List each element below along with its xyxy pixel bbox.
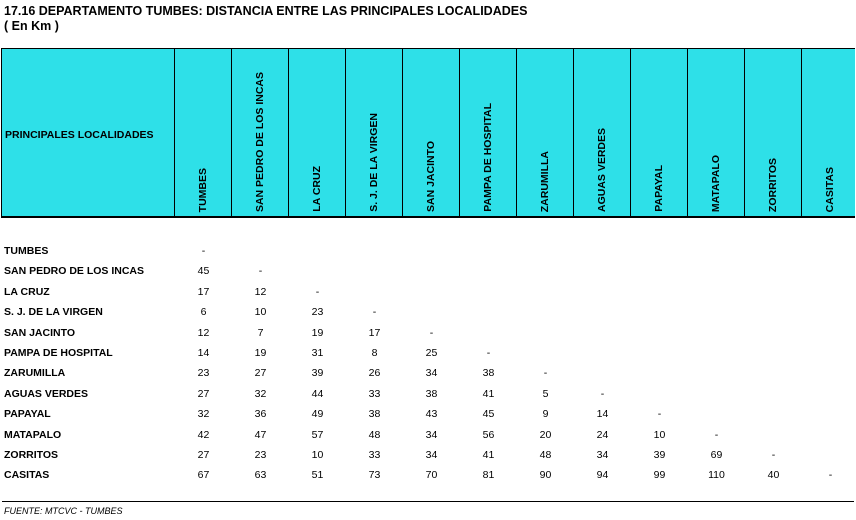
distance-cell: 99	[653, 469, 666, 482]
distance-cell: 12	[197, 326, 210, 339]
distance-cell: 56	[482, 428, 495, 441]
table-row	[0, 261, 856, 281]
row-label: MATAPALO	[4, 428, 62, 441]
distance-cell: 24	[596, 428, 609, 441]
row-label: SAN PEDRO DE LOS INCAS	[4, 265, 145, 278]
table-row	[0, 465, 856, 485]
header-column	[459, 49, 516, 216]
header-column	[801, 49, 856, 216]
distance-cell: 36	[254, 408, 267, 421]
distance-cell: -	[600, 387, 605, 400]
distance-cell: 23	[254, 449, 267, 461]
distance-cell: 27	[197, 449, 210, 461]
distance-cell: 38	[368, 408, 381, 421]
table-header	[1, 48, 855, 218]
distance-cell: 94	[596, 469, 609, 482]
row-label: PAMPA DE HOSPITAL	[4, 347, 113, 359]
distance-cell: 23	[311, 306, 324, 319]
distance-cell: 67	[197, 469, 210, 482]
distance-cell: 27	[254, 367, 267, 380]
distance-cell: 8	[371, 347, 378, 359]
distance-cell: 70	[425, 469, 438, 482]
row-label: TUMBES	[4, 245, 49, 257]
distance-cell: 48	[368, 428, 381, 441]
header-column-label: PAMPA DE HOSPITAL	[482, 103, 494, 212]
header-column-label: SAN JACINTO	[425, 141, 437, 212]
distance-cell: 110	[708, 469, 725, 482]
header-column-label: AGUAS VERDES	[596, 127, 608, 212]
distance-cell: 41	[482, 387, 495, 400]
table-row	[0, 343, 856, 363]
header-column	[345, 49, 402, 216]
distance-cell: 19	[254, 347, 267, 359]
distance-cell: 73	[368, 469, 381, 482]
header-column-label: ZORRITOS	[767, 157, 779, 212]
distance-cell: -	[714, 428, 719, 441]
page-subtitle: ( En Km )	[4, 19, 59, 33]
row-label: PAPAYAL	[4, 408, 51, 421]
distance-cell: -	[201, 245, 206, 257]
distance-cell: 39	[653, 449, 666, 461]
header-column-label: ZARUMILLA	[539, 150, 551, 212]
distance-cell: 34	[425, 367, 438, 380]
row-label: LA CRUZ	[4, 285, 50, 298]
distance-cell: 19	[311, 326, 324, 339]
distance-cell: -	[486, 347, 491, 359]
header-column-label: LA CRUZ	[311, 166, 323, 212]
header-column	[630, 49, 687, 216]
distance-cell: -	[258, 265, 263, 278]
distance-cell: 34	[596, 449, 609, 461]
row-label: AGUAS VERDES	[4, 387, 89, 400]
distance-cell: 40	[767, 469, 780, 482]
distance-cell: 38	[482, 367, 495, 380]
header-column-label: TUMBES	[197, 167, 209, 212]
distance-cell: 5	[542, 387, 549, 400]
header-column	[687, 49, 744, 216]
distance-cell: 14	[596, 408, 609, 421]
table-row	[0, 241, 856, 261]
table-row	[0, 404, 856, 424]
distance-cell: -	[828, 469, 833, 482]
distance-cell: 32	[254, 387, 267, 400]
table-row	[0, 384, 856, 404]
distance-cell: 14	[197, 347, 210, 359]
distance-cell: 42	[197, 428, 210, 441]
distance-cell: 34	[425, 428, 438, 441]
header-column-label: SAN PEDRO DE LOS INCAS	[254, 71, 266, 212]
distance-cell: 26	[368, 367, 381, 380]
header-column	[231, 49, 288, 216]
distance-cell: -	[315, 285, 320, 298]
distance-cell: 10	[653, 428, 666, 441]
header-column	[174, 49, 231, 216]
distance-cell: 34	[425, 449, 438, 461]
header-column	[402, 49, 459, 216]
header-column-label: CASITAS	[823, 166, 836, 212]
row-label: CASITAS	[4, 469, 50, 482]
distance-cell: 38	[425, 387, 438, 400]
table-row	[0, 425, 856, 445]
distance-cell: 45	[482, 408, 495, 421]
distance-cell: -	[429, 326, 434, 339]
distance-cell: 33	[368, 387, 381, 400]
distance-cell: 43	[425, 408, 438, 421]
distance-cell: 41	[482, 449, 495, 461]
distance-cell: 51	[311, 469, 324, 482]
distance-cell: 63	[254, 469, 267, 482]
table-row	[0, 302, 856, 322]
header-column	[744, 49, 801, 216]
distance-cell: 23	[197, 367, 210, 380]
distance-cell: 10	[254, 306, 267, 319]
row-label: ZORRITOS	[4, 449, 59, 461]
header-column-label: MATAPALO	[710, 154, 722, 212]
distance-cell: 17	[368, 326, 381, 339]
table-row	[0, 445, 856, 465]
distance-cell: -	[543, 367, 548, 380]
header-column	[516, 49, 573, 216]
distance-cell: 81	[482, 469, 495, 482]
distance-cell: 33	[368, 449, 381, 461]
header-main-label: PRINCIPALES LOCALIDADES	[5, 129, 154, 141]
row-label: SAN JACINTO	[4, 326, 75, 339]
distance-cell: 48	[539, 449, 552, 461]
distance-cell: 32	[197, 408, 210, 421]
distance-cell: 7	[257, 326, 264, 339]
table-row	[0, 363, 856, 383]
distance-cell: -	[771, 449, 776, 461]
table-row	[0, 282, 856, 302]
distance-cell: 25	[425, 347, 438, 359]
header-main-cell	[1, 49, 174, 216]
distance-cell: 45	[197, 265, 210, 278]
table-row	[0, 323, 856, 343]
distance-cell: 57	[311, 428, 324, 441]
row-label: ZARUMILLA	[4, 367, 66, 380]
distance-cell: 27	[197, 387, 210, 400]
distance-cell: 39	[311, 367, 324, 380]
footer-divider	[2, 501, 854, 502]
header-column	[288, 49, 345, 216]
distance-cell: 9	[542, 408, 549, 421]
distance-cell: 44	[311, 387, 324, 400]
source-note: FUENTE: MTCVC - TUMBES	[4, 506, 123, 516]
distance-cell: -	[657, 408, 662, 421]
header-column	[573, 49, 630, 216]
page-title: 17.16 DEPARTAMENTO TUMBES: DISTANCIA ENTRE LAS PRINCIPALES LOCALIDADES	[4, 4, 528, 18]
distance-cell: 69	[710, 449, 723, 461]
header-column-label: S. J. DE LA VIRGEN	[368, 113, 380, 212]
row-label: S. J. DE LA VIRGEN	[4, 306, 103, 319]
distance-cell: 10	[311, 449, 324, 461]
distance-cell: 90	[539, 469, 552, 482]
distance-cell: 6	[200, 306, 207, 319]
distance-cell: 17	[197, 285, 210, 298]
distance-cell: 12	[254, 285, 267, 298]
distance-cell: -	[372, 306, 377, 319]
distance-cell: 20	[539, 428, 552, 441]
distance-cell: 47	[254, 428, 267, 441]
distance-cell: 31	[311, 347, 324, 359]
distance-cell: 49	[311, 408, 324, 421]
header-column-label: PAPAYAL	[653, 165, 665, 212]
